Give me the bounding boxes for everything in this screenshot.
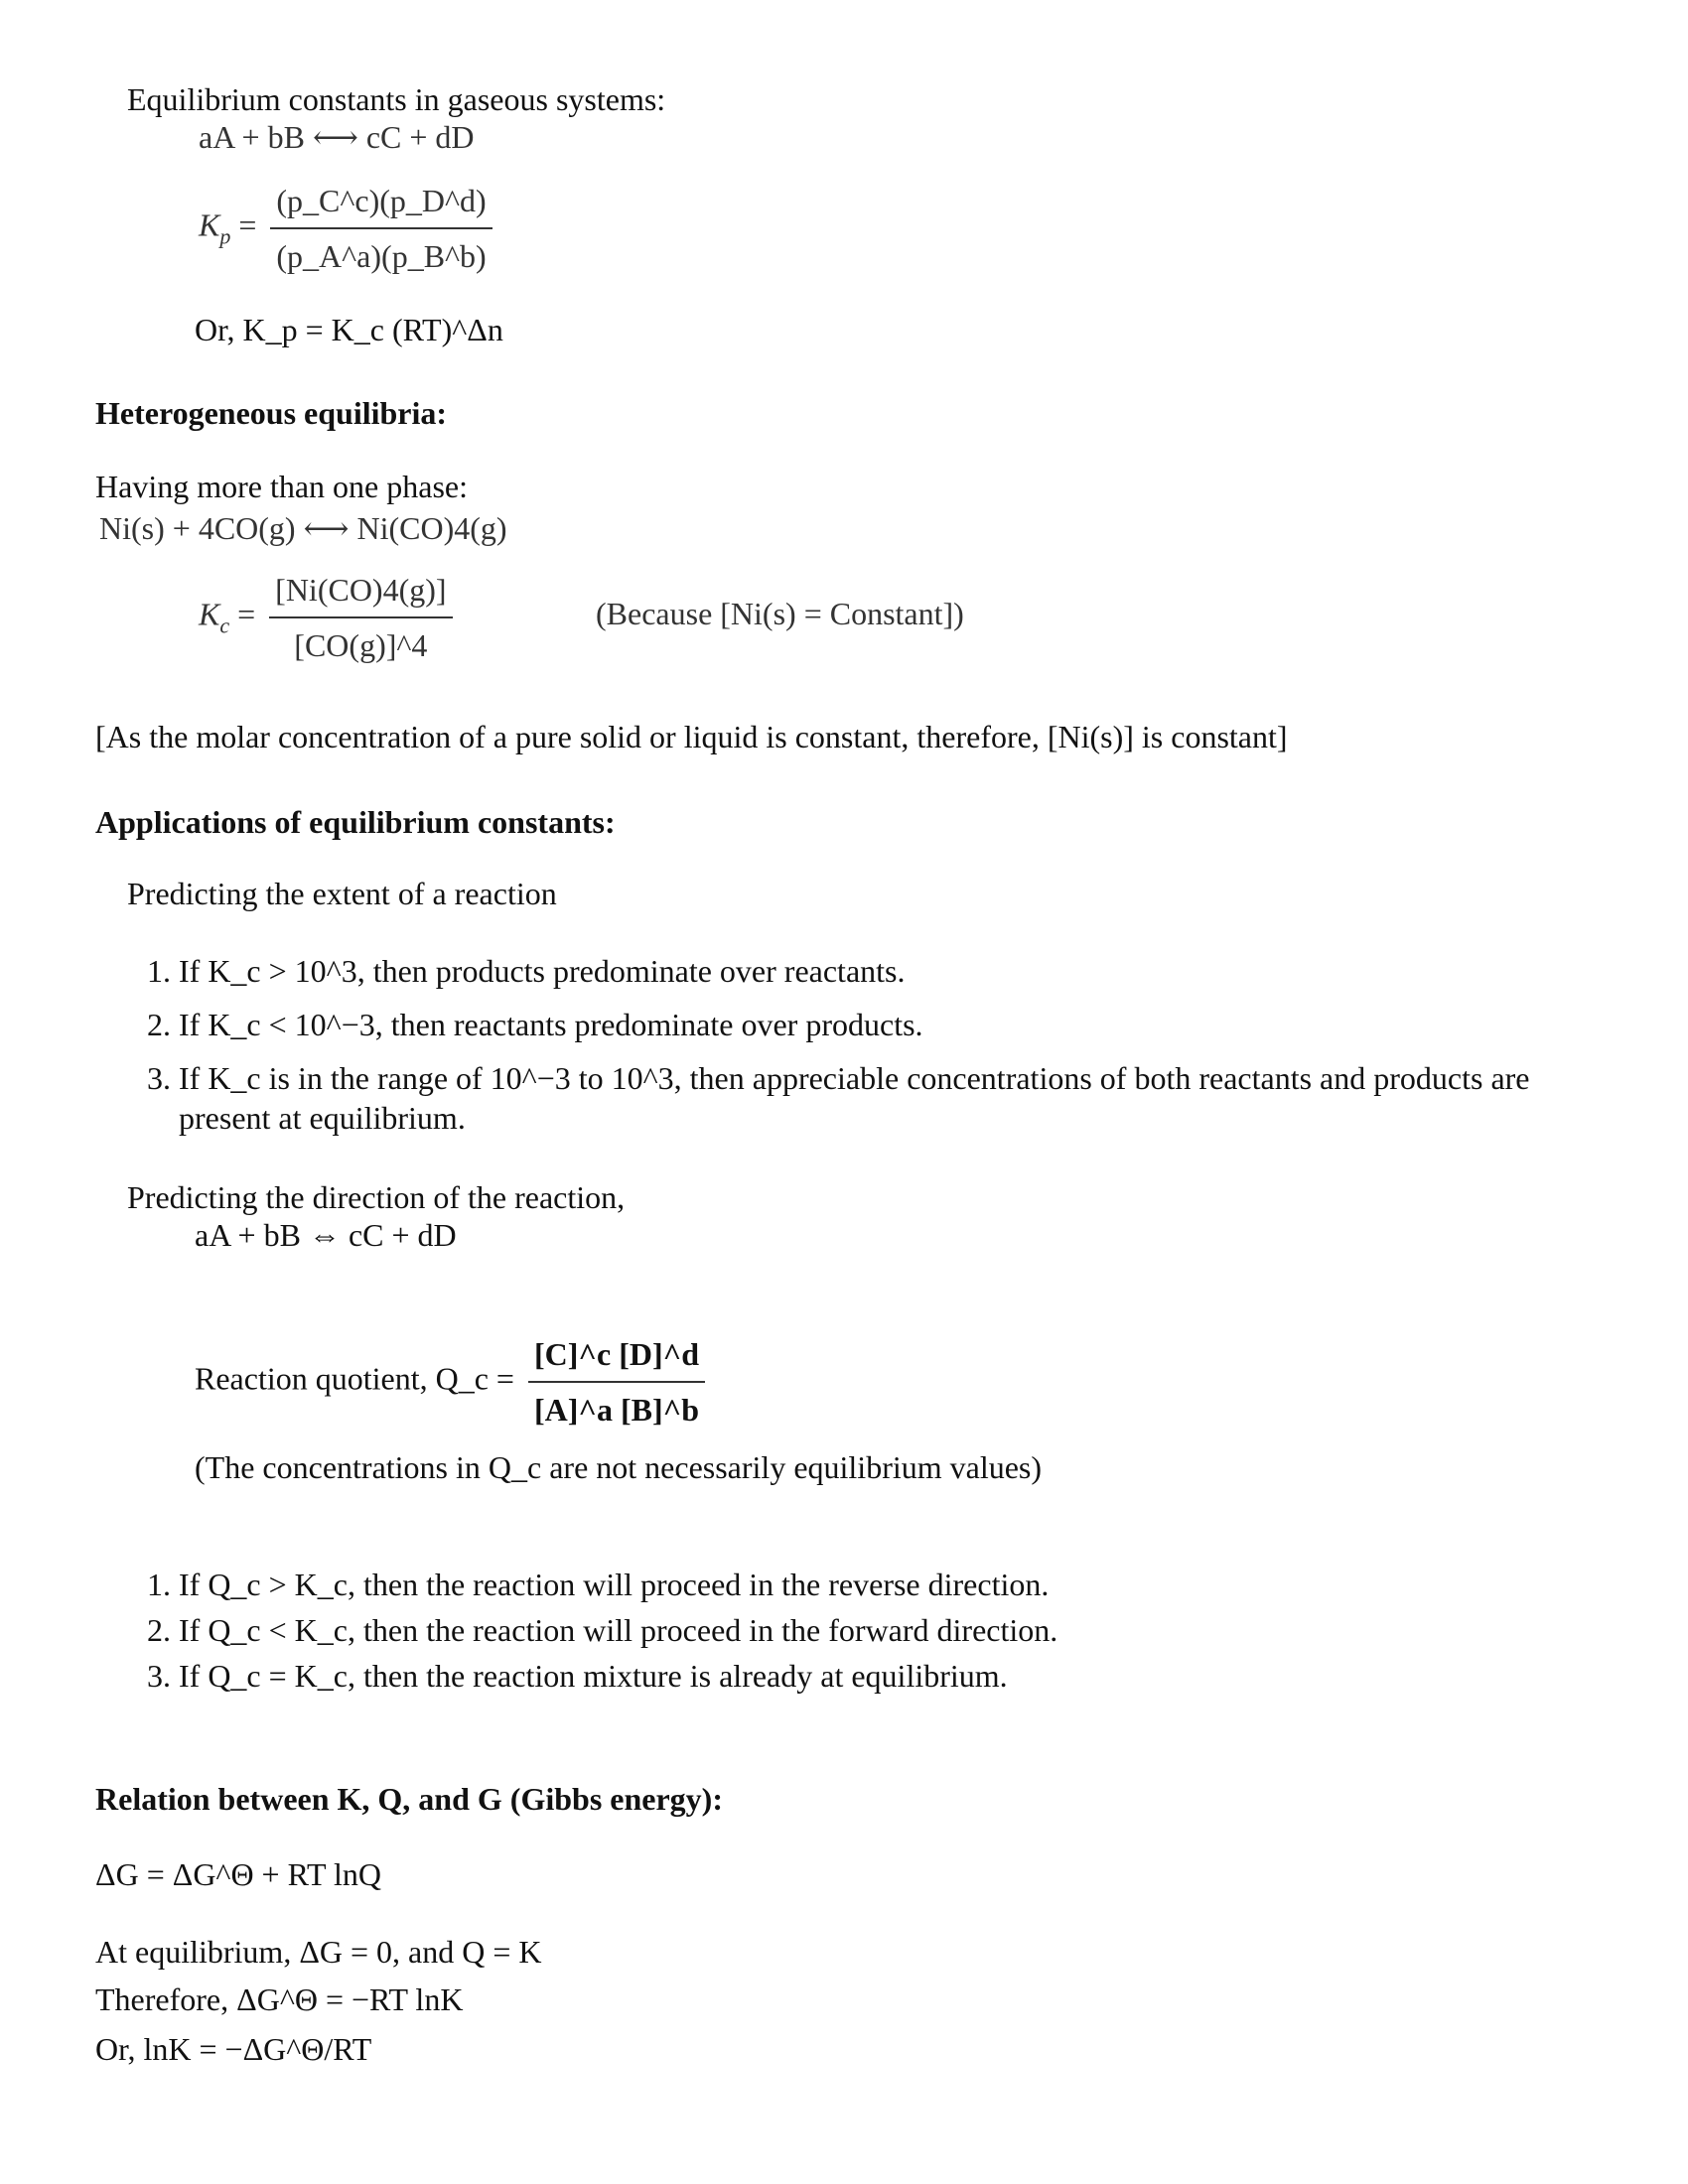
list-number: 3. bbox=[147, 1658, 171, 1694]
list-item-text: If Q_c = K_c, then the reaction mixture is already at equilibrium. bbox=[179, 1658, 1008, 1694]
kc-expression bbox=[199, 566, 459, 669]
direction-subheading: Predicting the direction of the reaction, bbox=[127, 1179, 626, 1215]
kc-denominator: [CO(g)]^4 bbox=[294, 627, 428, 663]
list-item bbox=[139, 1058, 1589, 1138]
list-item-text: If Q_c > K_c, then the reaction will proceed in the reverse direction. bbox=[179, 1567, 1050, 1602]
because-note: (Because [Ni(s) = Constant]) bbox=[596, 596, 964, 631]
section-applications-heading: Applications of equilibrium constants: bbox=[95, 804, 616, 840]
list-item bbox=[139, 1610, 1057, 1650]
kc-symbol: K bbox=[199, 596, 220, 632]
reaction-quotient-expression bbox=[195, 1330, 711, 1433]
list-item-text: If K_c > 10^3, then products predominate over reactants. bbox=[179, 953, 906, 989]
list-number: 2. bbox=[147, 1007, 171, 1042]
kc-numerator: [Ni(CO)4(g)] bbox=[269, 566, 452, 618]
gibbs-equation-3: Therefore, ΔG^Θ = −RT lnK bbox=[95, 1981, 464, 2017]
heterogeneous-intro: Having more than one phase: bbox=[95, 469, 468, 504]
equals-sign: = bbox=[238, 206, 257, 243]
nickel-carbonyl-reaction: Ni(s) + 4CO(g) ⟷ Ni(CO)4(g) bbox=[99, 510, 507, 546]
kp-symbol: K bbox=[199, 206, 220, 243]
list-number: 2. bbox=[147, 1612, 171, 1648]
list-item-text: If K_c is in the range of 10^−3 to 10^3, then appreciable concentrations of both reactants and products are present at equilibrium. bbox=[179, 1060, 1530, 1136]
gibbs-equation-2: At equilibrium, ΔG = 0, and Q = K bbox=[95, 1934, 542, 1970]
list-item bbox=[139, 1005, 923, 1044]
section-gaseous-heading: Equilibrium constants in gaseous systems: bbox=[127, 81, 666, 117]
direction-reaction-equation: aA + bB ⇔ cC + dD bbox=[195, 1217, 457, 1253]
list-number: 3. bbox=[147, 1060, 171, 1096]
quotient-numerator: [C]^c [D]^d bbox=[528, 1330, 705, 1383]
quotient-label: Reaction quotient, Q_c = bbox=[195, 1360, 514, 1397]
list-item-text: If K_c < 10^−3, then reactants predominate over products. bbox=[179, 1007, 923, 1042]
kp-denominator: (p_A^a)(p_B^b) bbox=[276, 238, 487, 274]
list-number: 1. bbox=[147, 1567, 171, 1602]
list-item bbox=[139, 1656, 1008, 1696]
quotient-note: (The concentrations in Q_c are not necessarily equilibrium values) bbox=[195, 1449, 1043, 1485]
kc-subscript: c bbox=[219, 613, 230, 638]
list-item bbox=[139, 951, 905, 991]
list-number: 1. bbox=[147, 953, 171, 989]
list-item bbox=[139, 1565, 1049, 1604]
gaseous-reaction-equation: aA + bB ⟷ cC + dD bbox=[199, 119, 475, 155]
kp-numerator: (p_C^c)(p_D^d) bbox=[270, 177, 492, 229]
gibbs-equation-4: Or, lnK = −ΔG^Θ/RT bbox=[95, 2031, 372, 2067]
gibbs-equation-1: ΔG = ΔG^Θ + RT lnQ bbox=[95, 1856, 381, 1892]
section-gibbs-heading: Relation between K, Q, and G (Gibbs energy): bbox=[95, 1781, 723, 1817]
kp-fraction bbox=[270, 177, 492, 280]
quotient-denominator: [A]^a [B]^b bbox=[533, 1392, 700, 1428]
kp-subscript: p bbox=[219, 223, 231, 249]
kp-expression bbox=[199, 177, 498, 280]
list-item-text: If Q_c < K_c, then the reaction will proceed in the forward direction. bbox=[179, 1612, 1058, 1648]
extent-subheading: Predicting the extent of a reaction bbox=[127, 876, 557, 911]
equals-sign: = bbox=[237, 596, 256, 632]
quotient-fraction bbox=[528, 1330, 705, 1433]
solid-concentration-note: [As the molar concentration of a pure solid or liquid is constant, therefore, [Ni(s)] is constant] bbox=[95, 719, 1288, 754]
kp-kc-relation: Or, K_p = K_c (RT)^Δn bbox=[195, 312, 503, 347]
section-heterogeneous-heading: Heterogeneous equilibria: bbox=[95, 395, 448, 431]
kc-fraction bbox=[269, 566, 452, 669]
